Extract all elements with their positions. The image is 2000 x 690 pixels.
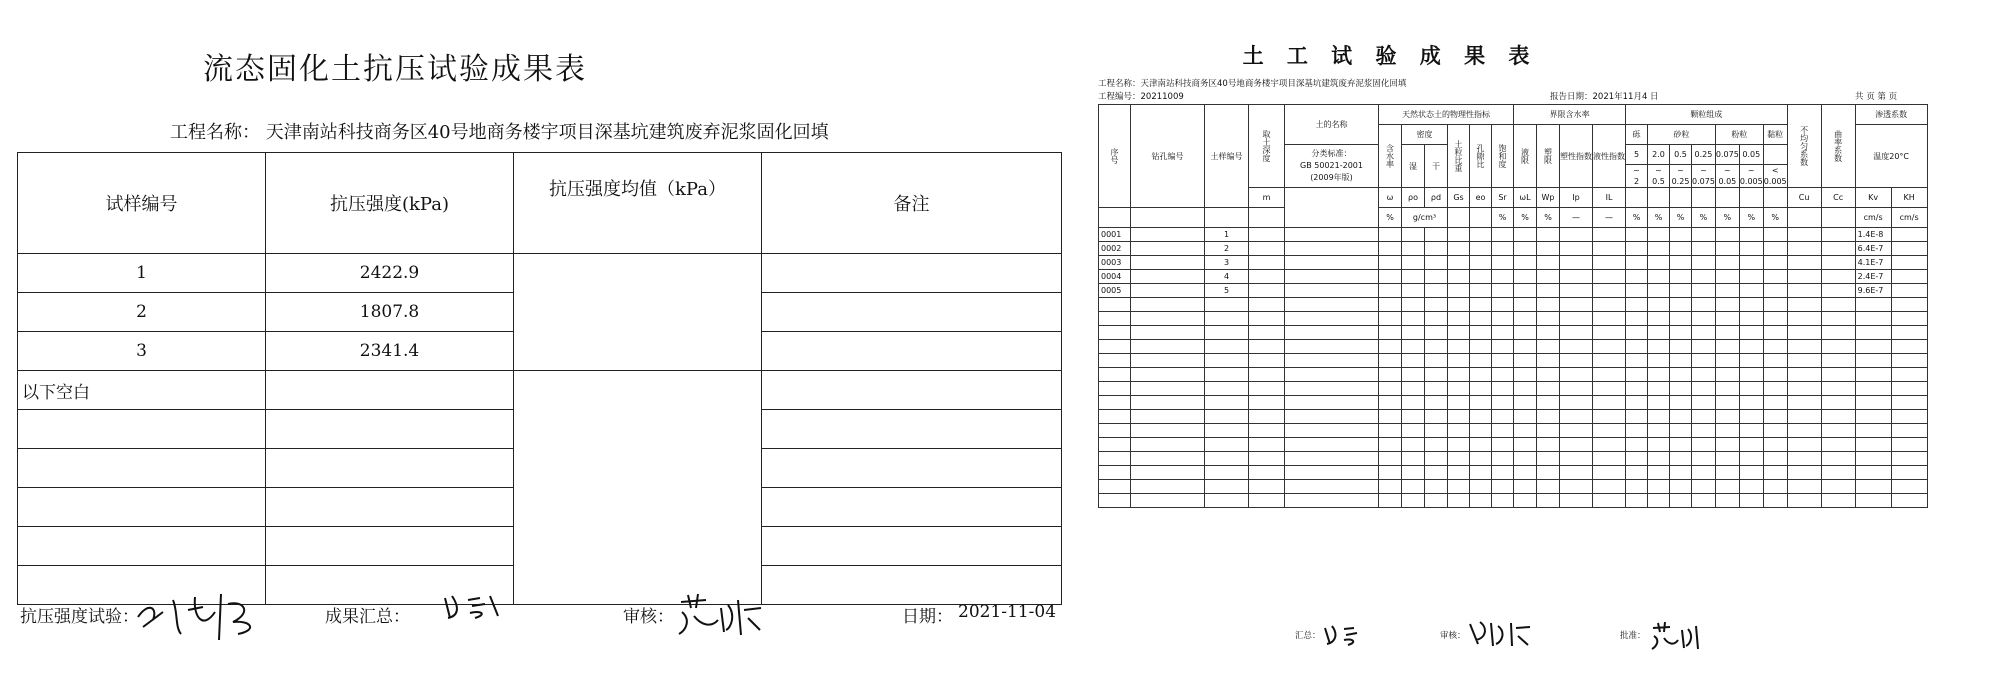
header-temp: 温度20°C — [1855, 125, 1927, 188]
table-row — [1099, 326, 1928, 340]
header-liquid: 液限 — [1514, 125, 1537, 188]
right-approve-signature — [1650, 620, 1710, 652]
size-top: 0.25 — [1692, 145, 1716, 165]
header-atterberg: 界限含水率 — [1514, 105, 1626, 125]
table-row — [1099, 438, 1928, 452]
right-review-label: 审核： — [1440, 631, 1466, 641]
size-range: < 0.005 — [1763, 166, 1787, 186]
left-project-name: 工程名称： 天津南站科技商务区40号地商务楼宇项目深基坑建筑废弃泥浆固化回填 — [170, 122, 829, 143]
header-dry: 干 — [1425, 145, 1448, 188]
header-clay: 黏粒 — [1763, 125, 1787, 145]
depth-unit: m — [1249, 188, 1285, 208]
sample-cell: 2 — [1205, 242, 1249, 256]
sample-cell: 1 — [1205, 228, 1249, 242]
sample-id-cell: 2 — [18, 293, 266, 332]
sample-cell: 3 — [1205, 256, 1249, 270]
header-grain: 颗粒组成 — [1626, 105, 1788, 125]
strength-cell: 2422.9 — [266, 254, 514, 293]
report-date: 报告日期：2021年11月4 日 — [1550, 92, 1659, 102]
blank-note-cell: 以下空白 — [18, 371, 266, 410]
symbol-row: m ω ρo ρd Gs eo Sr ωL Wp Ip IL Cu Cc Kv KH — [1099, 188, 1928, 208]
table-row — [1099, 396, 1928, 410]
strength-mean-cell — [514, 254, 762, 371]
soil-test-table — [1098, 104, 1928, 508]
sample-id-cell: 1 — [18, 254, 266, 293]
table-row — [1099, 480, 1928, 494]
summary-signature — [440, 588, 510, 623]
header-perm: 渗透系数 — [1855, 105, 1927, 125]
header-hole: 钻孔编号 — [1131, 105, 1205, 208]
review-signature — [676, 590, 766, 640]
right-sheet-title: 土 工 试 验 成 果 表 — [1242, 43, 1538, 68]
size-top: 0.5 — [1670, 145, 1692, 165]
right-summary-label: 汇总： — [1295, 631, 1321, 641]
size-range: ~ 0.075 — [1692, 166, 1715, 186]
right-summary-signature — [1322, 620, 1372, 648]
right-review-signature — [1466, 618, 1536, 650]
header-sample: 土样编号 — [1205, 105, 1249, 208]
header-wet: 湿 — [1402, 145, 1425, 188]
kv-cell: 1.4E-8 — [1855, 228, 1891, 242]
table-row — [1099, 466, 1928, 480]
header-li: 液性指数 — [1593, 125, 1626, 188]
seq-cell: 0002 — [1099, 242, 1131, 256]
header-seq: 序号 — [1099, 105, 1131, 208]
table-row — [1099, 368, 1928, 382]
header-void: 孔隙比 — [1470, 125, 1492, 188]
seq-cell: 0001 — [1099, 228, 1131, 242]
header-sample-id: 试样编号 — [18, 153, 266, 254]
table-row — [18, 254, 1062, 293]
table-row — [1099, 312, 1928, 326]
header-remark: 备注 — [762, 153, 1062, 254]
header-gravel: 砾 — [1626, 125, 1648, 145]
header-silt: 粉粒 — [1715, 125, 1763, 145]
right-project-name: 工程名称：天津南站科技商务区40号地商务楼宇项目深基坑建筑废弃泥浆固化回填 — [1098, 79, 1407, 89]
page-count: 共 页 第 页 — [1855, 92, 1898, 102]
header-sand: 砂粒 — [1648, 125, 1716, 145]
header-water: 含水率 — [1379, 125, 1402, 188]
sample-cell: 4 — [1205, 270, 1249, 284]
tester-signature — [133, 582, 268, 642]
size-range: ~ 2 — [1626, 165, 1648, 188]
kv-cell: 4.1E-7 — [1855, 256, 1891, 270]
tester-label: 抗压强度试验： — [20, 607, 139, 627]
table-row — [1099, 410, 1928, 424]
soil-test-body — [1099, 228, 1928, 508]
seq-cell: 0004 — [1099, 270, 1131, 284]
table-row — [1099, 424, 1928, 438]
table-row — [1099, 284, 1928, 298]
header-pi: 塑性指数 — [1560, 125, 1593, 188]
header-physical: 天然状态土的物理性指标 — [1379, 105, 1514, 125]
header-strength-mean: 抗压强度均值（kPa） — [514, 153, 762, 254]
header-gravity: 土粒比重 — [1448, 125, 1470, 188]
size-top: 5 — [1626, 145, 1648, 165]
table-row — [1099, 242, 1928, 256]
date-label: 日期： — [902, 607, 953, 627]
seq-cell: 0005 — [1099, 284, 1131, 298]
header-curvature: 曲率系数 — [1821, 105, 1855, 188]
date-value: 2021-11-04 — [958, 602, 1057, 622]
size-top: 0.05 — [1739, 145, 1763, 165]
size-top — [1763, 145, 1787, 165]
header-standard: 分类标准： GB 50021-2001 (2009年版) — [1285, 145, 1379, 188]
kv-cell: 2.4E-7 — [1855, 270, 1891, 284]
left-sheet-title: 流态固化土抗压试验成果表 — [203, 52, 587, 87]
table-row — [1099, 340, 1928, 354]
header-depth: 取土深度 — [1249, 105, 1285, 188]
size-range: ~ 0.5 — [1648, 165, 1670, 188]
strength-cell: 1807.8 — [266, 293, 514, 332]
remark-cell — [762, 332, 1062, 371]
size-range: ~ 0.25 — [1670, 165, 1692, 188]
sample-id-cell: 3 — [18, 332, 266, 371]
table-row — [1099, 354, 1928, 368]
table-row — [1099, 452, 1928, 466]
header-density: 密度 — [1402, 125, 1448, 145]
table-row — [1099, 270, 1928, 284]
right-approve-label: 批准： — [1620, 631, 1646, 641]
header-strength: 抗压强度(kPa) — [266, 153, 514, 254]
blank-cell — [514, 371, 762, 605]
review-label: 审核： — [623, 607, 674, 627]
unit-row: % g/cm³ % % % — — % % % % % % % cm/s cm/s — [1099, 208, 1928, 228]
table-row — [1099, 494, 1928, 508]
table-row — [1099, 228, 1928, 242]
seq-cell: 0003 — [1099, 256, 1131, 270]
size-range: ~ 0.05 — [1715, 165, 1739, 188]
blank-cell — [762, 371, 1062, 410]
size-top: 0.075 — [1715, 145, 1739, 165]
strength-cell: 2341.4 — [266, 332, 514, 371]
kv-cell: 6.4E-7 — [1855, 242, 1891, 256]
sample-cell: 5 — [1205, 284, 1249, 298]
header-plastic: 塑限 — [1537, 125, 1560, 188]
table-row — [1099, 298, 1928, 312]
header-soil-name: 土的名称 — [1285, 105, 1379, 145]
summary-label: 成果汇总： — [325, 607, 410, 627]
size-range: ~ 0.005 — [1739, 166, 1763, 186]
size-top: 2.0 — [1648, 145, 1670, 165]
table-row — [1099, 382, 1928, 396]
header-saturation: 饱和度 — [1492, 125, 1514, 188]
compression-results-table — [17, 152, 1062, 605]
table-header-row — [18, 153, 1062, 254]
blank-cell — [266, 371, 514, 410]
header-row — [1099, 105, 1928, 125]
remark-cell — [762, 293, 1062, 332]
table-row — [1099, 256, 1928, 270]
table-row — [18, 371, 1062, 410]
remark-cell — [762, 254, 1062, 293]
kv-cell: 9.6E-7 — [1855, 284, 1891, 298]
right-project-no: 工程编号：20211009 — [1098, 92, 1184, 102]
header-uniform: 不均匀系数 — [1787, 105, 1821, 188]
